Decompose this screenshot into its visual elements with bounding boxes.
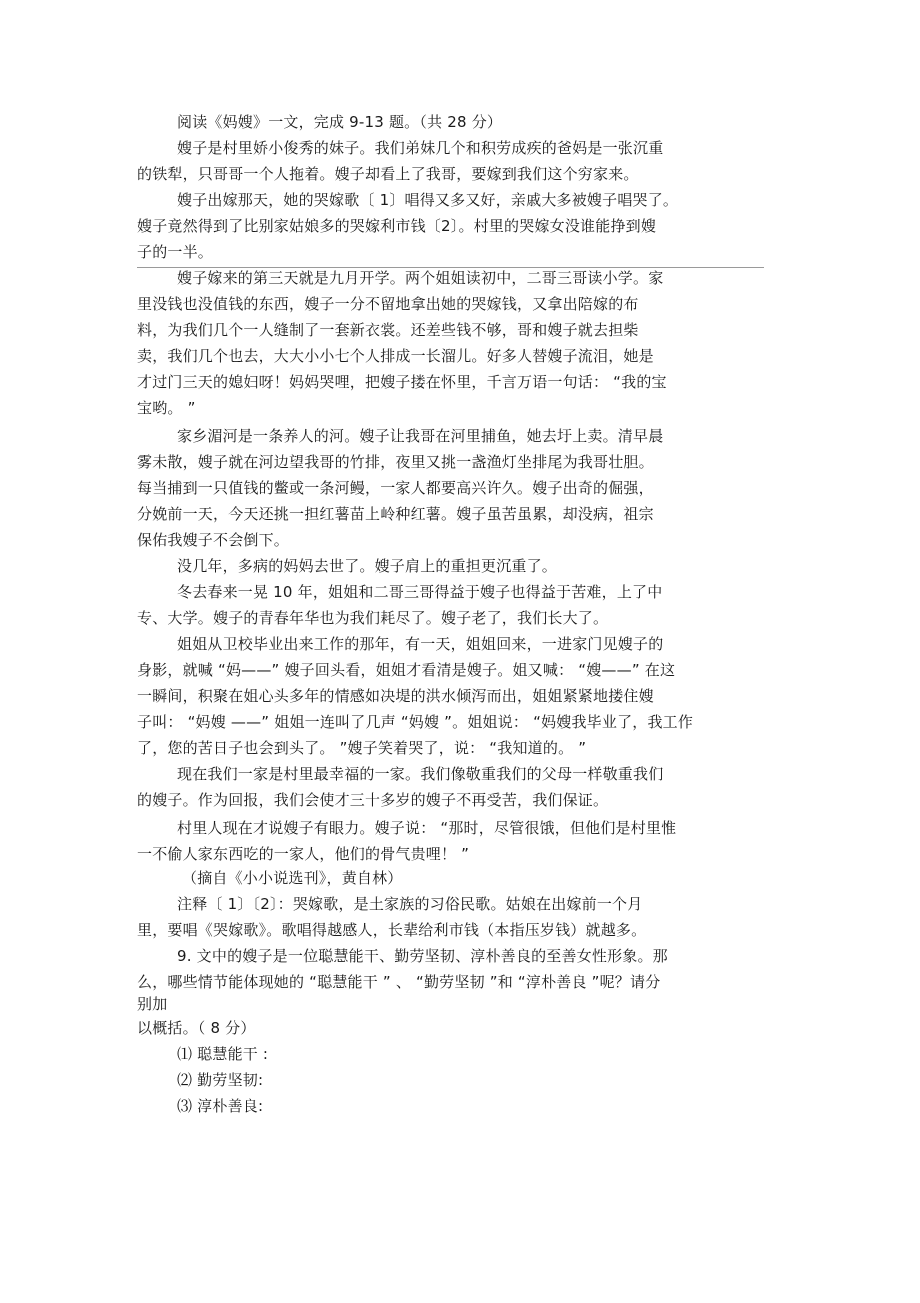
p2-line1: 嫂子出嫁那天，她的哭嫁歌〔 1〕唱得又多又好，亲戚大多被嫂子唱哭了。 bbox=[177, 191, 679, 209]
p3-line2: 里没钱也没值钱的东西，嫂子一分不留地拿出她的哭嫁钱，又拿出陪嫁的布 bbox=[137, 295, 639, 313]
p1-line2: 的铁犁，只哥哥一个人拖着。嫂子却看上了我哥，要嫁到我们这个穷家来。 bbox=[137, 165, 639, 183]
question-line1: 9. 文中的嫂子是一位聪慧能干、勤劳坚韧、淳朴善良的至善女性形象。那 bbox=[177, 947, 668, 965]
note-line2: 里，要唱《哭嫁歌》。歌唱得越感人，长辈给利市钱（本指压岁钱）就越多。 bbox=[137, 921, 647, 939]
p2-line3: 子的一半。 bbox=[137, 243, 214, 261]
p9-line2: 一不偷人家东西吃的一家人，他们的骨气贵哩！ ” bbox=[137, 845, 470, 863]
question-line2: 么，哪些情节能体现她的 “聪慧能干 ” 、 “勤劳坚韧 ”和 “淳朴善良 ”呢？请分 bbox=[137, 973, 661, 991]
p7-line5: 了，您的苦日子也会到头了。 ”嫂子笑着哭了，说： “我知道的。 ” bbox=[137, 739, 587, 757]
p1-line1: 嫂子是村里娇小俊秀的妹子。我们弟妹几个和积劳成疾的爸妈是一张沉重 bbox=[177, 139, 664, 157]
answer-3: ⑶ 淳朴善良: bbox=[177, 1097, 264, 1115]
p8-line1: 现在我们一家是村里最幸福的一家。我们像敬重我们的父母一样敬重我们 bbox=[177, 765, 664, 783]
question-line3: 别加 bbox=[137, 995, 168, 1013]
p3-line6: 宝哟。 ” bbox=[137, 399, 196, 417]
source-line: （摘自《小小说选刊》，黄自林） bbox=[182, 869, 403, 887]
p6-line1: 冬去春来一晃 10 年，姐姐和二哥三哥得益于嫂子也得益于苦难，上了中 bbox=[177, 583, 663, 601]
p7-line3: 一瞬间，积聚在姐心头多年的情感如决堤的洪水倾泻而出，姐姐紧紧地搂住嫂 bbox=[137, 687, 654, 705]
p4-line3: 每当捕到一只值钱的鳖或一条河鳗，一家人都要高兴许久。嫂子出奇的倔强， bbox=[137, 479, 654, 497]
p7-line2: 身影，就喊 “妈——” 嫂子回头看，姐姐才看清是嫂子。姐又喊： “嫂——” 在这 bbox=[137, 661, 676, 679]
p4-line5: 保佑我嫂子不会倒下。 bbox=[137, 531, 290, 549]
p3-line5: 才过门三天的媳妇呀！妈妈哭哩，把嫂子搂在怀里，千言万语一句话： “我的宝 bbox=[137, 373, 667, 391]
p4-line1: 家乡湄河是一条养人的河。嫂子让我哥在河里捕鱼，她去圩上卖。清早晨 bbox=[177, 427, 664, 445]
p4-line2: 雾未散，嫂子就在河边望我哥的竹排，夜里又挑一盏渔灯坐排尾为我哥壮胆。 bbox=[137, 453, 654, 471]
p3-line3: 料，为我们几个一人缝制了一套新衣裳。还差些钱不够，哥和嫂子就去担柴 bbox=[137, 321, 639, 339]
p8-line2: 的嫂子。作为回报，我们会使才三十多岁的嫂子不再受苦，我们保证。 bbox=[137, 791, 609, 809]
p3-line4: 卖，我们几个也去，大大小小七个人排成一长溜儿。好多人替嫂子流泪，她是 bbox=[137, 347, 654, 365]
answer-1: ⑴ 聪慧能干 : bbox=[177, 1045, 269, 1063]
p5-line1: 没几年，多病的妈妈去世了。嫂子肩上的重担更沉重了。 bbox=[177, 557, 558, 575]
answer-2: ⑵ 勤劳坚韧: bbox=[177, 1071, 264, 1089]
p7-line1: 姐姐从卫校毕业出来工作的那年，有一天，姐姐回来，一进家门见嫂子的 bbox=[177, 635, 664, 653]
p6-line2: 专、大学。嫂子的青春年华也为我们耗尽了。嫂子老了，我们长大了。 bbox=[137, 609, 609, 627]
p2-line2: 嫂子竟然得到了比别家姑娘多的哭嫁利市钱〔2〕。村里的哭嫁女没谁能挣到嫂 bbox=[137, 217, 657, 235]
question-line4: 以概括。（ 8 分） bbox=[137, 1019, 256, 1037]
p7-line4: 子叫： “妈嫂 ——” 姐姐一连叫了几声 “妈嫂 ”。姐姐说： “妈嫂我毕业了，我工作 bbox=[137, 713, 694, 731]
intro-line: 阅读《妈嫂》一文，完成 9-13 题。（共 28 分） bbox=[177, 113, 503, 131]
p4-line4: 分娩前一天，今天还挑一担红薯苗上岭种红薯。嫂子虽苦虽累，却没病，祖宗 bbox=[137, 505, 654, 523]
note-line1: 注释〔 1〕〔2〕：哭嫁歌，是土家族的习俗民歌。姑娘在出嫁前一个月 bbox=[177, 895, 643, 913]
p3-line1: 嫂子嫁来的第三天就是九月开学。两个姐姐读初中，二哥三哥读小学。家 bbox=[177, 269, 664, 287]
p9-line1: 村里人现在才说嫂子有眼力。嫂子说： “那时，尽管很饿，但他们是村里惟 bbox=[177, 819, 677, 837]
